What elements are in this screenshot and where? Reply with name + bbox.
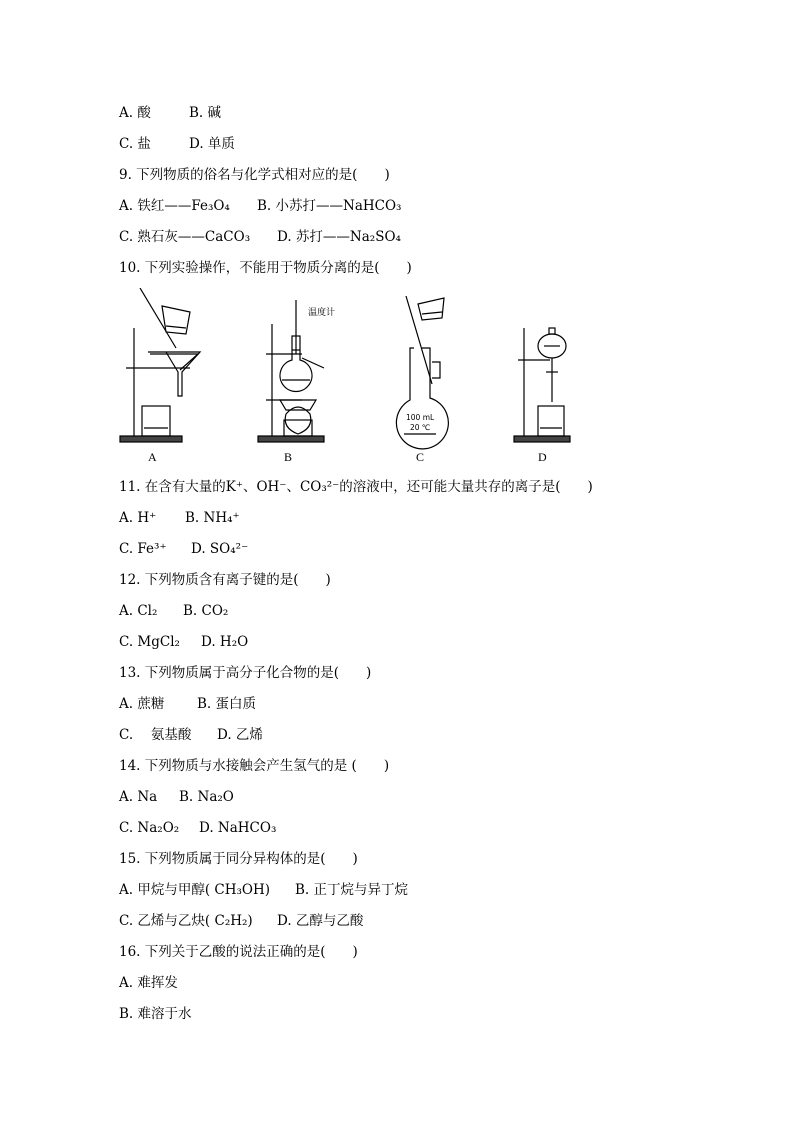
question-10: 10. 下列实验操作，不能用于物质分离的是( ) <box>119 260 412 276</box>
question-14: 14. 下列物质与水接触会产生氢气的是 ( ) <box>119 758 390 774</box>
option-a: A. 难挥发 <box>119 975 178 991</box>
option-c: C. 氨基酸 <box>119 727 192 743</box>
figure-label-b: B <box>284 450 293 464</box>
figure-label-c: C <box>416 450 425 464</box>
option-c: C. MgCl₂ <box>119 634 180 650</box>
option-c: C. Fe³⁺ <box>119 541 167 557</box>
options-row <box>119 788 234 806</box>
option-b: B. NH₄⁺ <box>185 510 240 526</box>
options-row <box>119 104 221 122</box>
figure-label-d: D <box>538 450 547 464</box>
option-d: D. 单质 <box>189 136 235 152</box>
option-a: A. 甲烷与甲醇( CH₃OH) <box>119 882 271 898</box>
question-16: 16. 下列关于乙酸的说法正确的是( ) <box>119 944 358 960</box>
flask-volume-label: 100 mL <box>406 413 435 422</box>
apparatus-a-filtration <box>120 288 200 442</box>
options-row <box>119 228 401 246</box>
question-11: 11. 在含有大量的K⁺、OH⁻、CO₃²⁻的溶液中，还可能大量共存的离子是( ) <box>119 479 593 495</box>
flask-temperature-label: 20 ℃ <box>410 423 431 432</box>
options-row <box>119 912 363 930</box>
options-row <box>119 602 228 620</box>
option-a: A. Na <box>119 789 158 805</box>
options-row <box>119 695 256 713</box>
option-c: C. 熟石灰——CaCO₃ <box>119 229 251 245</box>
option-b: B. 碱 <box>189 105 222 121</box>
options-row <box>119 881 408 899</box>
figure-label-a: A <box>148 450 157 464</box>
question-12: 12. 下列物质含有离子键的是( ) <box>119 572 331 588</box>
options-row <box>119 135 235 153</box>
question-15: 15. 下列物质属于同分异构体的是( ) <box>119 851 358 867</box>
thermometer-label: 温度计 <box>308 308 336 318</box>
apparatus-drawings <box>110 288 590 468</box>
option-a: A. 铁红——Fe₃O₄ <box>119 198 230 214</box>
options-row <box>119 726 263 744</box>
option-a: A. Cl₂ <box>119 603 158 619</box>
apparatus-figure <box>110 288 590 468</box>
options-row <box>119 633 248 651</box>
question-9: 9. 下列物质的俗名与化学式相对应的是( ) <box>119 167 390 183</box>
option-b: B. 小苏打——NaHCO₃ <box>257 198 402 214</box>
options-row <box>119 819 276 837</box>
option-d: D. SO₄²⁻ <box>191 541 249 557</box>
options-row <box>119 540 248 558</box>
option-c: C. 盐 <box>119 136 151 152</box>
option-c: C. Na₂O₂ <box>119 820 180 836</box>
option-d: D. H₂O <box>201 634 249 650</box>
apparatus-d-separatory-funnel <box>514 328 570 442</box>
option-c: C. 乙烯与乙炔( C₂H₂) <box>119 913 253 929</box>
option-d: D. NaHCO₃ <box>199 820 277 836</box>
option-d: D. 乙醇与乙酸 <box>277 913 364 929</box>
option-b: B. 蛋白质 <box>197 696 257 712</box>
options-row <box>119 197 401 215</box>
option-a: A. H⁺ <box>119 510 157 526</box>
option-b: B. 正丁烷与异丁烷 <box>295 882 409 898</box>
option-b: B. CO₂ <box>183 603 229 619</box>
option-a: A. 蔗糖 <box>119 696 165 712</box>
option-b: B. Na₂O <box>179 789 234 805</box>
option-d: D. 苏打——Na₂SO₄ <box>277 229 401 245</box>
option-b: B. 难溶于水 <box>119 1006 192 1022</box>
apparatus-b-distillation <box>258 300 324 442</box>
option-a: A. 酸 <box>119 105 151 121</box>
question-13: 13. 下列物质属于高分子化合物的是( ) <box>119 665 372 681</box>
options-row <box>119 509 240 527</box>
option-d: D. 乙烯 <box>217 727 263 743</box>
